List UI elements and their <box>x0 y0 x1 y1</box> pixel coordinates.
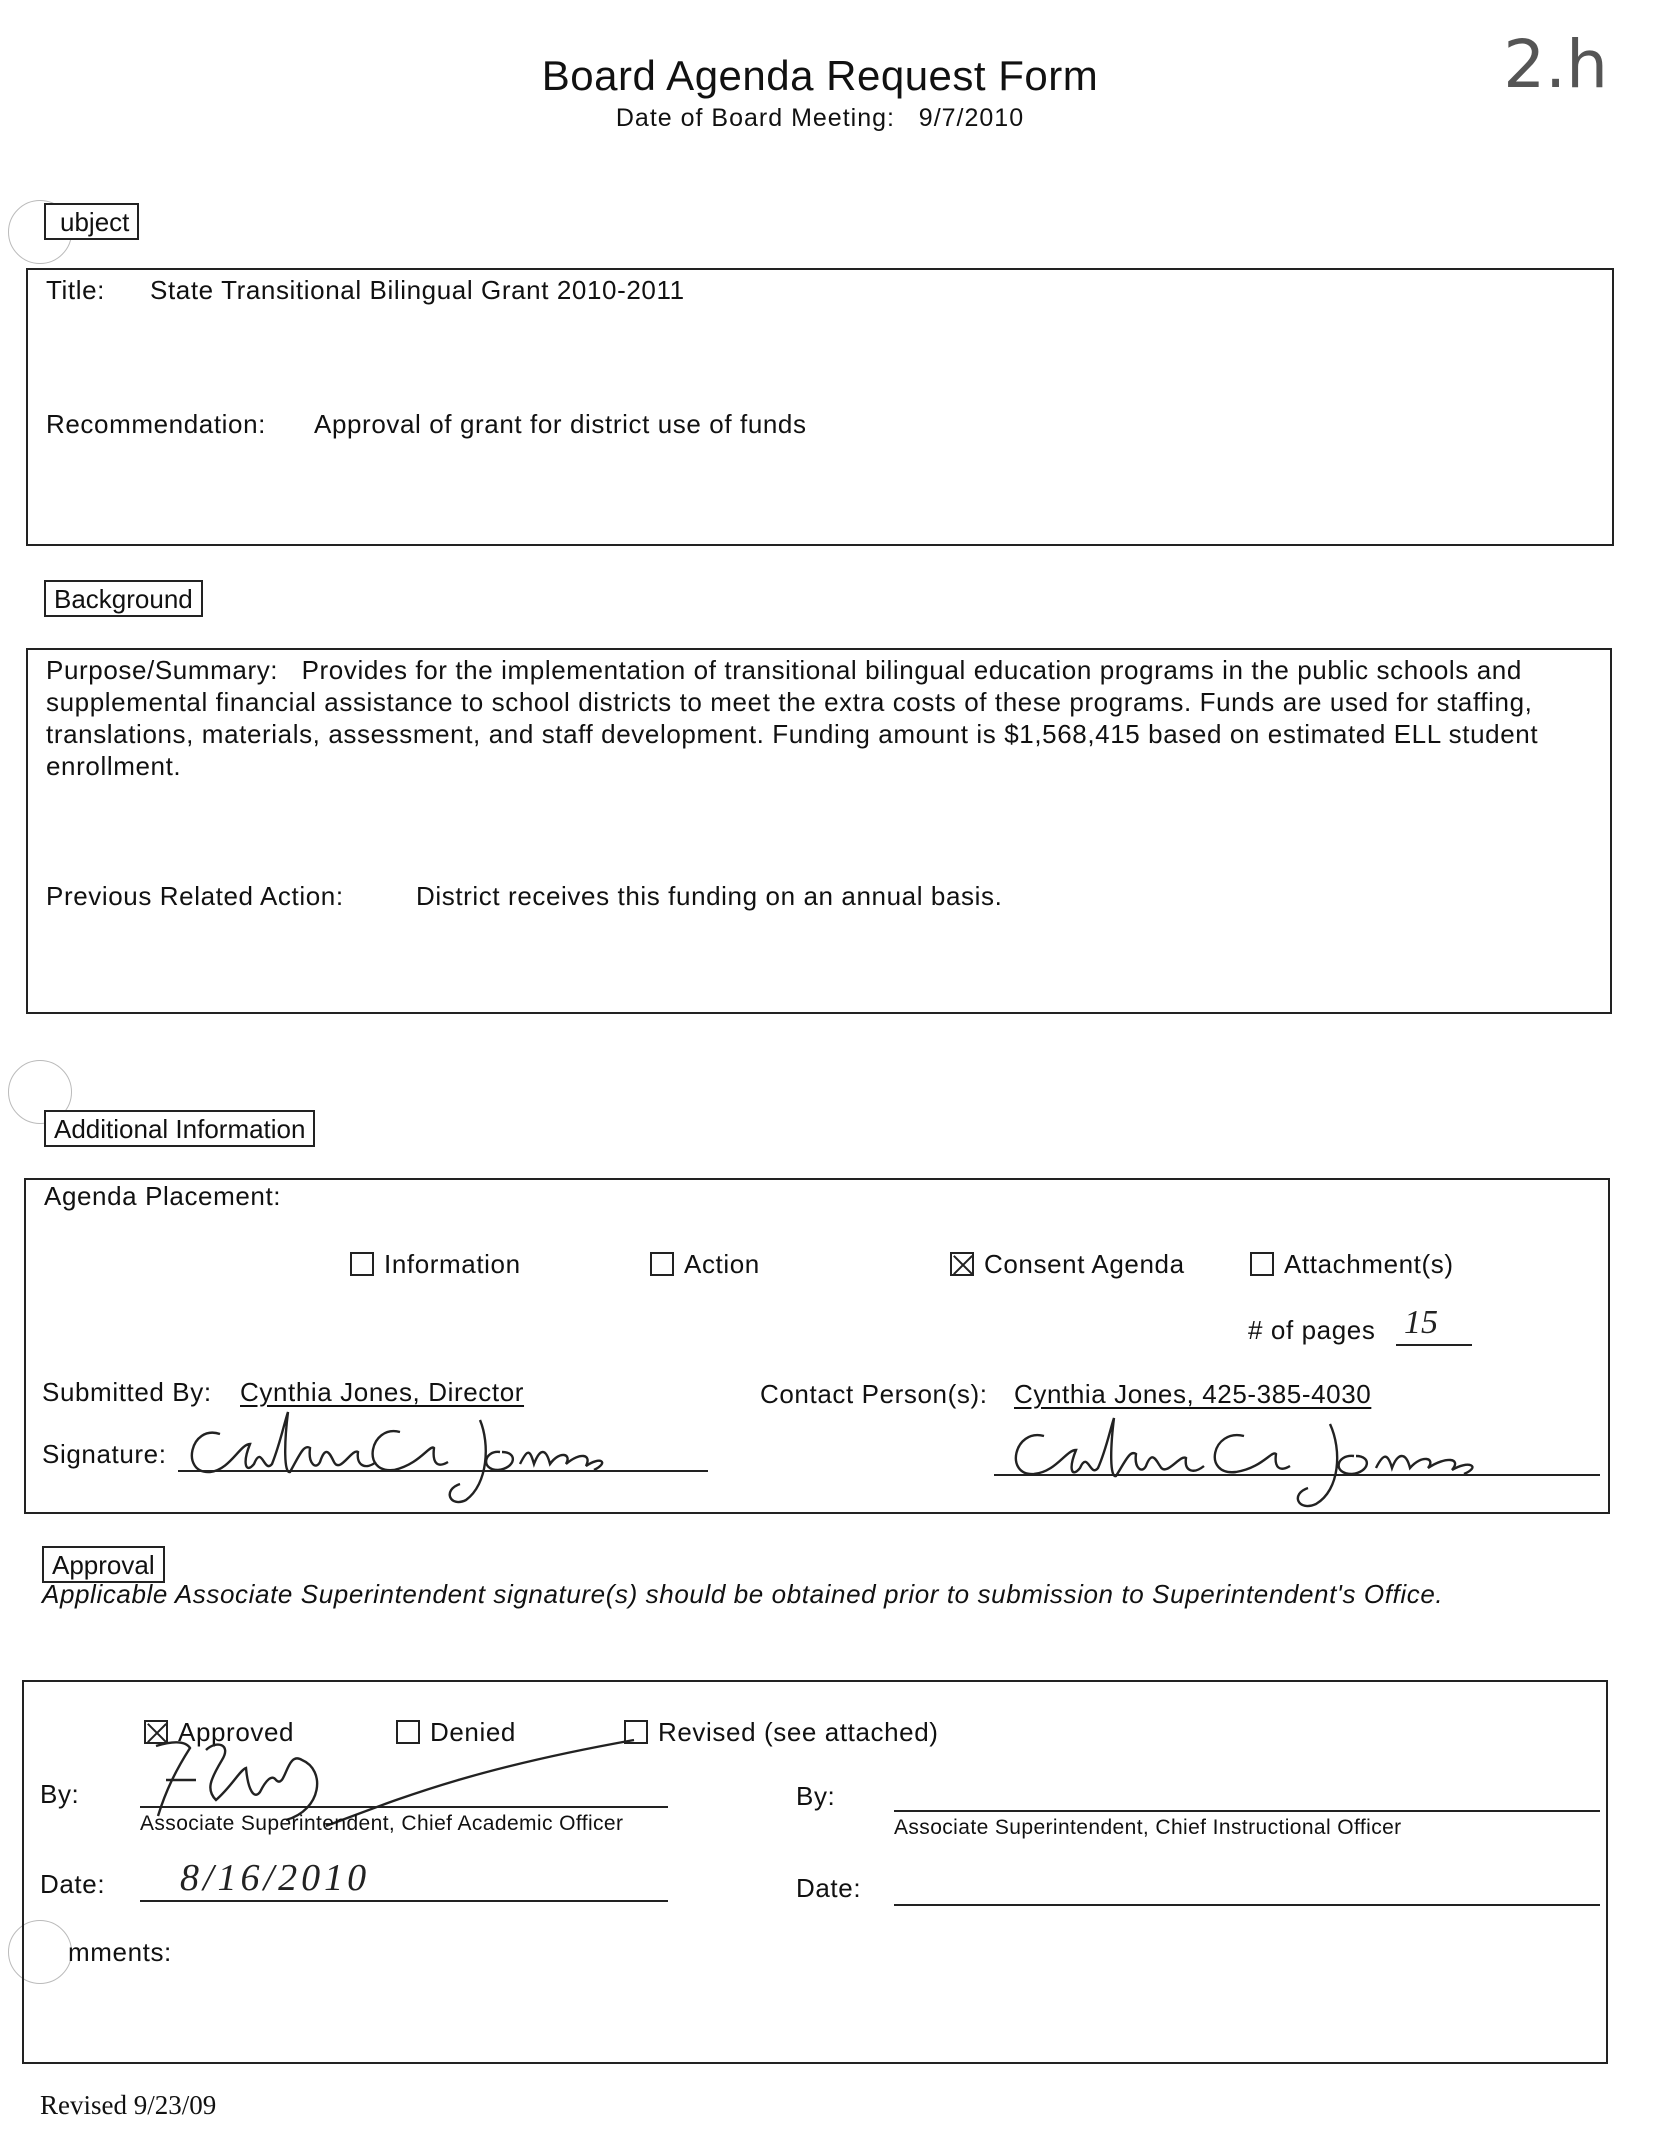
pages-value[interactable]: 15 <box>1404 1304 1438 1341</box>
pages-line <box>1396 1344 1472 1346</box>
option-denied-label: Denied <box>430 1717 516 1747</box>
subject-section-label: ubject <box>44 203 139 240</box>
submitted-by-value[interactable]: Cynthia Jones, Director <box>240 1377 525 1407</box>
option-information-label: Information <box>384 1249 521 1279</box>
approval-note: Applicable Associate Superintendent signature(s) should be obtained prior to submission to Superintendent's Office. <box>42 1579 1444 1609</box>
information-checkbox[interactable] <box>350 1252 374 1276</box>
comments-label: mments: <box>68 1937 172 1967</box>
pages-label: # of pages <box>1248 1315 1376 1345</box>
meeting-date-value: 9/7/2010 <box>918 104 1025 132</box>
left-by-label: By: <box>40 1779 80 1809</box>
left-date-label: Date: <box>40 1869 106 1899</box>
right-by-title: Associate Superintendent, Chief Instructional Officer <box>894 1816 1402 1839</box>
previous-action-label: Previous Related Action: <box>46 881 344 911</box>
revised-footer: Revised 9/23/09 <box>40 2090 217 2120</box>
option-information[interactable] <box>350 1248 521 1280</box>
option-revised-label: Revised (see attached) <box>658 1717 939 1747</box>
option-consent-agenda-label: Consent Agenda <box>984 1249 1185 1279</box>
recommendation-value[interactable]: Approval of grant for district use of funds <box>314 409 807 439</box>
meeting-date-line <box>0 104 1640 133</box>
option-attachments[interactable] <box>1250 1248 1454 1280</box>
agenda-placement-label: Agenda Placement: <box>44 1181 282 1211</box>
option-action-label: Action <box>684 1249 760 1279</box>
signature-label: Signature: <box>42 1439 167 1469</box>
contact-person-value[interactable]: Cynthia Jones, 425-385-4030 <box>1014 1379 1372 1409</box>
attachments-checkbox[interactable] <box>1250 1252 1274 1276</box>
option-approved-label: Approved <box>178 1717 295 1747</box>
right-by-line[interactable] <box>894 1810 1600 1812</box>
contact-person-label: Contact Person(s): <box>760 1379 988 1409</box>
page-title: Board Agenda Request Form <box>541 52 1099 99</box>
additional-info-section-label: Additional Information <box>44 1110 315 1147</box>
right-date-line[interactable] <box>894 1904 1600 1906</box>
option-attachments-label: Attachment(s) <box>1284 1249 1454 1279</box>
title-value[interactable]: State Transitional Bilingual Grant 2010-2011 <box>150 275 685 305</box>
option-consent-agenda[interactable] <box>950 1248 1185 1280</box>
submitted-by-label: Submitted By: <box>42 1377 212 1407</box>
background-section-label: Background <box>44 580 203 617</box>
right-date-label: Date: <box>796 1873 862 1903</box>
left-date-line[interactable] <box>140 1900 668 1902</box>
approval-section-label: Approval <box>42 1546 165 1583</box>
signature-image <box>180 1404 710 1514</box>
left-date-value: 8/16/2010 <box>180 1857 371 1899</box>
previous-action-value[interactable]: District receives this funding on an annual basis. <box>416 881 1003 911</box>
contact-signature-image <box>1004 1410 1594 1514</box>
consent-agenda-checkbox[interactable] <box>950 1252 974 1276</box>
left-by-title: Associate Superintendent, Chief Academic Officer <box>140 1812 624 1835</box>
subject-box <box>26 268 1614 546</box>
option-action[interactable] <box>650 1248 760 1280</box>
purpose-text: Provides for the implementation of transitional bilingual education programs in the public schools and supplemental financial assistance to school districts to meet the extra costs of these programs. Funds are used for staffing, translations, materials, assessment, and staff development. Funding amount is $1,568,415 based on estimated ELL student enrollment. <box>46 655 1539 781</box>
right-by-label: By: <box>796 1781 836 1811</box>
recommendation-label: Recommendation: <box>46 409 266 439</box>
agenda-item-mark: 2.h <box>1503 26 1608 103</box>
meeting-date-label: Date of Board Meeting: <box>615 104 895 132</box>
title-label: Title: <box>46 275 105 305</box>
option-revised[interactable] <box>624 1716 939 1748</box>
purpose-summary[interactable] <box>46 654 1596 782</box>
purpose-label: Purpose/Summary: <box>46 655 279 685</box>
action-checkbox[interactable] <box>650 1252 674 1276</box>
